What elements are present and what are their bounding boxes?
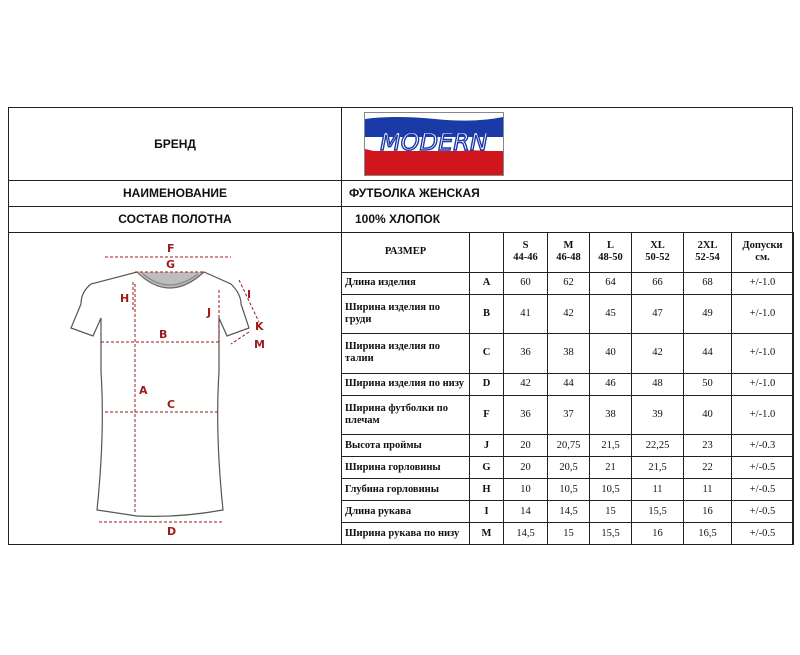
measurement-value: 50 [684, 373, 732, 395]
size-table-container [341, 232, 793, 545]
measurement-value: 40 [590, 334, 632, 374]
label-d: D [167, 525, 177, 538]
brand-logo [364, 112, 504, 176]
label-m: M [254, 338, 265, 351]
brand-label: БРЕНД [9, 108, 342, 180]
composition-row [9, 206, 792, 233]
measurement-value: 10,5 [548, 479, 590, 501]
tolerance-value: +/-0.3 [732, 435, 794, 457]
product-name-row [9, 180, 792, 207]
measurement-value: 42 [548, 294, 590, 334]
measurement-value: 15,5 [632, 501, 684, 523]
table-row [342, 395, 794, 435]
measurement-code: D [470, 373, 504, 395]
measurement-value: 21,5 [632, 457, 684, 479]
measurement-value: 22 [684, 457, 732, 479]
measurement-value: 14 [504, 501, 548, 523]
measurement-value: 15 [590, 501, 632, 523]
measurement-name: Длина изделия [342, 272, 470, 294]
measurement-value: 44 [548, 373, 590, 395]
size-col-xl: XL 50-52 [632, 233, 684, 273]
measurement-value: 64 [590, 272, 632, 294]
label-g: G [166, 258, 176, 271]
measurement-value: 49 [684, 294, 732, 334]
table-header-row [342, 233, 794, 273]
label-c: C [167, 398, 176, 411]
measurement-code: B [470, 294, 504, 334]
table-row [342, 435, 794, 457]
measurement-name: Глубина горловины [342, 479, 470, 501]
measurement-value: 15 [548, 523, 590, 545]
tolerance-header-cell: Допуски см. [732, 233, 794, 273]
measurement-name: Ширина изделия по низу [342, 373, 470, 395]
size-header-cell: РАЗМЕР [342, 233, 470, 273]
tolerance-value: +/-1.0 [732, 334, 794, 374]
measurement-code: I [470, 501, 504, 523]
measurement-value: 16 [684, 501, 732, 523]
modern-logo-icon [365, 113, 503, 175]
label-f: F [167, 242, 175, 255]
measurement-value: 11 [632, 479, 684, 501]
measurement-value: 21,5 [590, 435, 632, 457]
label-k: K [255, 320, 264, 333]
measurement-name: Ширина горловины [342, 457, 470, 479]
measurement-value: 47 [632, 294, 684, 334]
label-b: B [159, 328, 168, 341]
size-col-l: L 48-50 [590, 233, 632, 273]
product-name-label: НАИМЕНОВАНИЕ [9, 180, 342, 206]
size-col-m: M 46-48 [548, 233, 590, 273]
measurement-value: 21 [590, 457, 632, 479]
measurement-name: Ширина изделия по груди [342, 294, 470, 334]
measurement-code: M [470, 523, 504, 545]
measurement-name: Ширина рукава по низу [342, 523, 470, 545]
measurement-value: 68 [684, 272, 732, 294]
measurement-value: 46 [590, 373, 632, 395]
tolerance-value: +/-1.0 [732, 373, 794, 395]
tolerance-value: +/-0.5 [732, 457, 794, 479]
tolerance-value: +/-1.0 [732, 294, 794, 334]
measurement-name: Длина рукава [342, 501, 470, 523]
measurement-code: A [470, 272, 504, 294]
product-name-value: ФУТБОЛКА ЖЕНСКАЯ [349, 186, 480, 200]
measurement-value: 40 [684, 395, 732, 435]
tolerance-value: +/-0.5 [732, 523, 794, 545]
measurement-value: 60 [504, 272, 548, 294]
tolerance-value: +/-0.5 [732, 501, 794, 523]
size-table [341, 232, 794, 545]
measurement-value: 15,5 [590, 523, 632, 545]
label-j: J [207, 306, 212, 319]
measurement-value: 22,25 [632, 435, 684, 457]
measurement-value: 11 [684, 479, 732, 501]
measurement-value: 20,75 [548, 435, 590, 457]
measurement-value: 42 [504, 373, 548, 395]
measurement-value: 38 [548, 334, 590, 374]
measurement-value: 36 [504, 395, 548, 435]
label-h: H [120, 292, 130, 305]
measurement-value: 16,5 [684, 523, 732, 545]
size-chart-sheet [8, 107, 793, 545]
measurement-name: Ширина футболки по плечам [342, 395, 470, 435]
tolerance-value: +/-0.5 [732, 479, 794, 501]
measurement-value: 36 [504, 334, 548, 374]
measurement-value: 38 [590, 395, 632, 435]
measurement-value: 20 [504, 435, 548, 457]
composition-label: СОСТАВ ПОЛОТНА [9, 206, 342, 232]
table-row [342, 294, 794, 334]
tshirt-sketch [9, 232, 341, 545]
measurement-value: 41 [504, 294, 548, 334]
table-row [342, 523, 794, 545]
table-row [342, 501, 794, 523]
measurement-value: 48 [632, 373, 684, 395]
measurement-value: 45 [590, 294, 632, 334]
measurement-code: F [470, 395, 504, 435]
composition-value: 100% ХЛОПОК [355, 212, 441, 226]
measurement-value: 16 [632, 523, 684, 545]
measurement-code: H [470, 479, 504, 501]
logo-text: MODERN [380, 128, 488, 156]
measurement-value: 39 [632, 395, 684, 435]
measurement-value: 14,5 [504, 523, 548, 545]
measurement-value: 44 [684, 334, 732, 374]
measurement-name: Высота проймы [342, 435, 470, 457]
tolerance-value: +/-1.0 [732, 395, 794, 435]
measurement-value: 23 [684, 435, 732, 457]
measurement-value: 37 [548, 395, 590, 435]
size-col-s: S 44-46 [504, 233, 548, 273]
tolerance-value: +/-1.0 [732, 272, 794, 294]
table-row [342, 479, 794, 501]
measurement-value: 10,5 [590, 479, 632, 501]
table-row [342, 373, 794, 395]
measurement-value: 42 [632, 334, 684, 374]
measurement-name: Ширина изделия по талии [342, 334, 470, 374]
measurement-value: 20 [504, 457, 548, 479]
tshirt-diagram [9, 232, 342, 545]
table-row [342, 334, 794, 374]
measurement-code: G [470, 457, 504, 479]
measurement-value: 10 [504, 479, 548, 501]
table-row [342, 457, 794, 479]
measurement-value: 20,5 [548, 457, 590, 479]
table-row [342, 272, 794, 294]
measurement-code: C [470, 334, 504, 374]
label-a: A [139, 384, 148, 397]
measurement-value: 62 [548, 272, 590, 294]
measurement-code: J [470, 435, 504, 457]
measurement-value: 14,5 [548, 501, 590, 523]
label-i: I [247, 288, 252, 301]
measurement-value: 66 [632, 272, 684, 294]
size-col-2xl: 2XL 52-54 [684, 233, 732, 273]
